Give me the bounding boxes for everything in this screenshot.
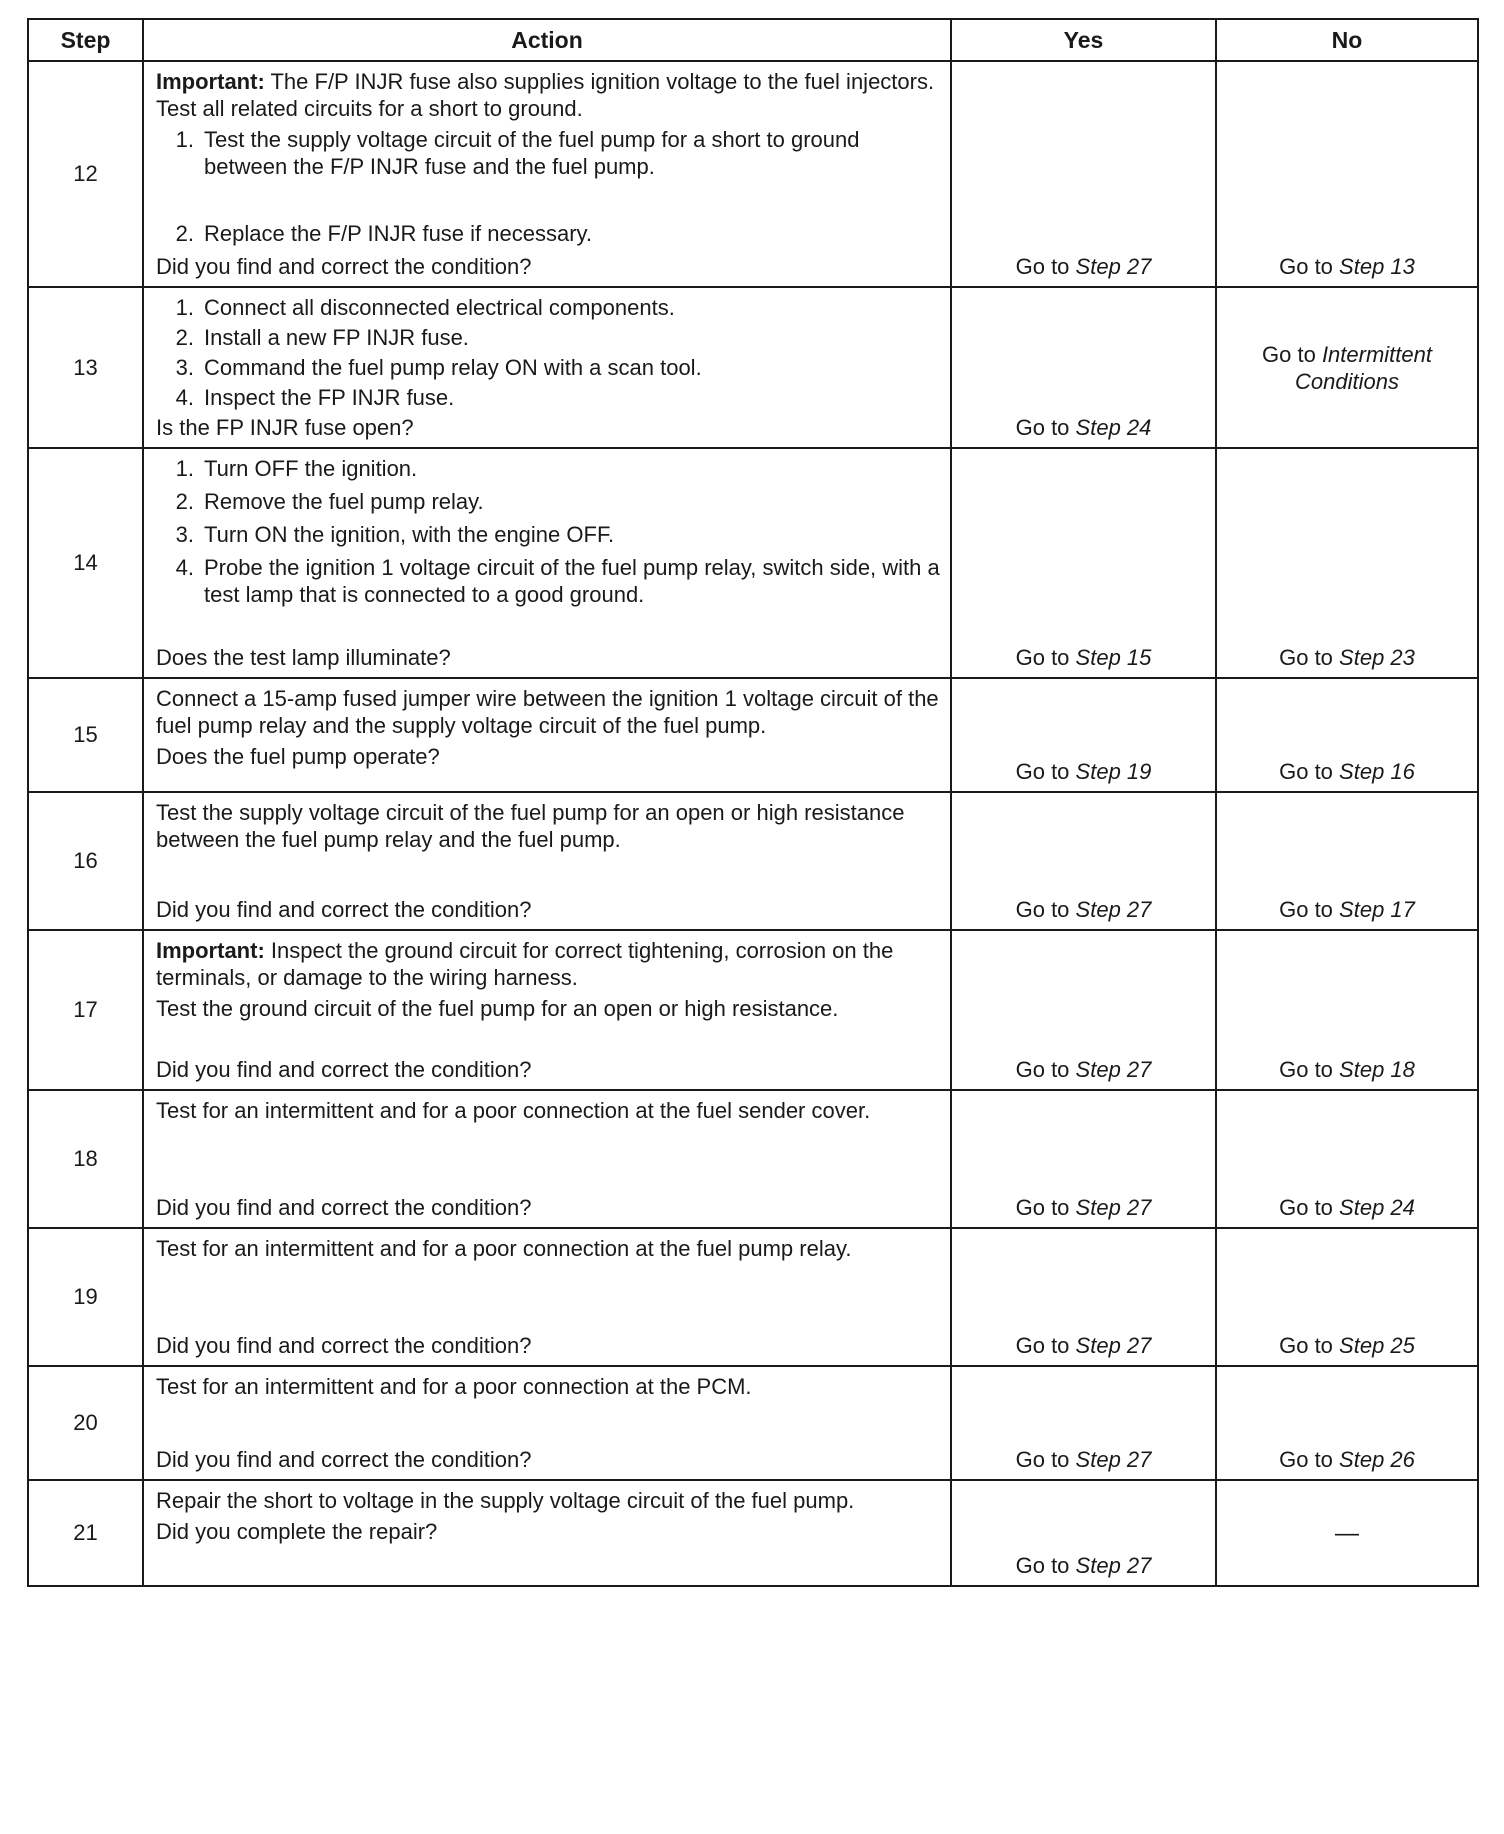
action-text: Test for an intermittent and for a poor connection at the fuel pump relay. xyxy=(156,1236,852,1261)
yes-cell: Go to Step 27 xyxy=(951,1366,1216,1480)
table-row xyxy=(28,1090,1478,1228)
yes-step-ref: Step 27 xyxy=(1075,897,1152,922)
question: Does the test lamp illuminate? xyxy=(156,645,451,670)
header-no: No xyxy=(1216,19,1478,61)
yes-step-ref: Step 24 xyxy=(1075,415,1152,440)
yes-cell: Go to Step 27 xyxy=(951,1480,1216,1586)
list-item: 3. Command the fuel pump relay ON with a scan tool. xyxy=(175,355,702,380)
yes-cell: Go to Step 24 xyxy=(951,287,1216,448)
important-label: Important: xyxy=(156,938,265,963)
no-cell: Go to Step 25 xyxy=(1216,1228,1478,1366)
no-step-ref: Step 23 xyxy=(1339,645,1415,670)
table-row xyxy=(28,792,1478,930)
yes-step-ref: Step 19 xyxy=(1075,759,1152,784)
question: Did you find and correct the condition? xyxy=(156,1447,532,1472)
question: Did you find and correct the condition? xyxy=(156,897,532,922)
yes-cell: Go to Step 27 xyxy=(951,1090,1216,1228)
action-cell xyxy=(143,1090,951,1228)
yes-cell: Go to Step 27 xyxy=(951,61,1216,287)
yes-step-ref: Step 27 xyxy=(1075,1553,1152,1578)
action-cell xyxy=(143,678,951,792)
step-number: 19 xyxy=(28,1228,143,1366)
step-number: 20 xyxy=(28,1366,143,1480)
important-label: Important: xyxy=(156,69,265,94)
question: Does the fuel pump operate? xyxy=(156,744,440,769)
important-note xyxy=(156,68,940,122)
list-item: 2. Install a new FP INJR fuse. xyxy=(175,325,469,350)
table-row xyxy=(28,930,1478,1090)
no-step-ref: Intermittent Conditions xyxy=(1295,341,1432,394)
no-cell: Go to Step 23 xyxy=(1216,448,1478,678)
list-item: 3. Turn ON the ignition, with the engine OFF. xyxy=(175,522,615,547)
yes-step-ref: Step 27 xyxy=(1075,1195,1152,1220)
table-row xyxy=(28,61,1478,287)
substep-list xyxy=(156,294,940,411)
action-cell xyxy=(143,1480,951,1586)
table-row xyxy=(28,1480,1478,1586)
no-step-ref: Step 18 xyxy=(1339,1057,1415,1082)
action-cell xyxy=(143,792,951,930)
important-note xyxy=(156,937,940,991)
list-item: 4. Inspect the FP INJR fuse. xyxy=(175,385,455,410)
action-cell xyxy=(143,287,951,448)
substep-list xyxy=(156,220,940,247)
no-step-ref: Step 25 xyxy=(1339,1333,1415,1358)
yes-cell: Go to Step 27 xyxy=(951,792,1216,930)
step-number: 17 xyxy=(28,930,143,1090)
yes-cell: Go to Step 15 xyxy=(951,448,1216,678)
no-dash: — xyxy=(1335,1519,1359,1547)
no-cell: Go to Step 24 xyxy=(1216,1090,1478,1228)
no-cell: Go to Step 18 xyxy=(1216,930,1478,1090)
question: Did you find and correct the condition? xyxy=(156,1333,532,1358)
action-text: Connect a 15-amp fused jumper wire between the ignition 1 voltage circuit of the fuel pump relay and the supply voltage circuit of the fuel pump. xyxy=(156,686,939,738)
header-step: Step xyxy=(28,19,143,61)
list-item: 1. Turn OFF the ignition. xyxy=(175,456,418,481)
action-text: Test for an intermittent and for a poor connection at the fuel sender cover. xyxy=(156,1098,871,1123)
action-cell xyxy=(143,1228,951,1366)
question: Did you complete the repair? xyxy=(156,1519,438,1544)
header-action: Action xyxy=(143,19,951,61)
no-cell: Go to Step 26 xyxy=(1216,1366,1478,1480)
no-cell xyxy=(1216,1480,1478,1586)
action-cell xyxy=(143,930,951,1090)
important-text: The F/P INJR fuse also supplies ignition voltage to the fuel injectors. Test all related circuits for a short to ground. xyxy=(156,69,935,121)
action-text: Repair the short to voltage in the supply voltage circuit of the fuel pump. xyxy=(156,1488,855,1513)
table-row xyxy=(28,448,1478,678)
yes-cell: Go to Step 19 xyxy=(951,678,1216,792)
step-number: 15 xyxy=(28,678,143,792)
no-step-ref: Step 26 xyxy=(1339,1447,1415,1472)
step-number: 16 xyxy=(28,792,143,930)
yes-step-ref: Step 27 xyxy=(1075,1447,1152,1472)
yes-step-ref: Step 27 xyxy=(1075,1057,1152,1082)
action-text: Test the ground circuit of the fuel pump for an open or high resistance. xyxy=(156,996,839,1021)
step-number: 18 xyxy=(28,1090,143,1228)
important-text: Inspect the ground circuit for correct tightening, corrosion on the terminals, or damage to the wiring harness. xyxy=(156,938,894,990)
no-step-ref: Step 24 xyxy=(1339,1195,1415,1220)
no-cell: Go to Intermittent Conditions xyxy=(1216,287,1478,448)
table-row xyxy=(28,1228,1478,1366)
substep-list xyxy=(156,455,940,614)
step-number: 21 xyxy=(28,1480,143,1586)
no-cell: Go to Step 13 xyxy=(1216,61,1478,287)
list-item: 1. Connect all disconnected electrical components. xyxy=(175,295,675,320)
yes-step-ref: Step 27 xyxy=(1075,1333,1152,1358)
question: Is the FP INJR fuse open? xyxy=(156,415,414,440)
no-step-ref: Step 16 xyxy=(1339,759,1415,784)
no-cell: Go to Step 17 xyxy=(1216,792,1478,930)
action-cell xyxy=(143,448,951,678)
substep-list xyxy=(156,126,940,180)
action-cell xyxy=(143,61,951,287)
step-number: 12 xyxy=(28,61,143,287)
yes-step-ref: Step 15 xyxy=(1075,645,1152,670)
list-item: 2. Remove the fuel pump relay. xyxy=(175,489,484,514)
table-row xyxy=(28,678,1478,792)
yes-cell: Go to Step 27 xyxy=(951,930,1216,1090)
question: Did you find and correct the condition? xyxy=(156,1195,532,1220)
yes-cell: Go to Step 27 xyxy=(951,1228,1216,1366)
action-cell xyxy=(143,1366,951,1480)
step-number: 13 xyxy=(28,287,143,448)
list-item: 4. Probe the ignition 1 voltage circuit of the fuel pump relay, switch side, with a test lamp that is connected to a good ground. xyxy=(175,555,940,607)
diagnostic-table xyxy=(27,18,1479,1587)
list-item: 1. Test the supply voltage circuit of the fuel pump for a short to ground between the F/P INJR fuse and the fuel pump. xyxy=(175,127,860,179)
question: Did you find and correct the condition? xyxy=(156,254,532,279)
header-row xyxy=(28,19,1478,61)
no-step-ref: Step 17 xyxy=(1339,897,1415,922)
step-number: 14 xyxy=(28,448,143,678)
action-text: Test the supply voltage circuit of the fuel pump for an open or high resistance between the fuel pump relay and the fuel pump. xyxy=(156,800,905,852)
action-text: Test for an intermittent and for a poor connection at the PCM. xyxy=(156,1374,752,1399)
no-step-ref: Step 13 xyxy=(1339,254,1415,279)
no-cell: Go to Step 16 xyxy=(1216,678,1478,792)
yes-step-ref: Step 27 xyxy=(1075,254,1152,279)
list-item: 2. Replace the F/P INJR fuse if necessary. xyxy=(175,221,593,246)
table-row xyxy=(28,1366,1478,1480)
table-row xyxy=(28,287,1478,448)
question: Did you find and correct the condition? xyxy=(156,1057,532,1082)
header-yes: Yes xyxy=(951,19,1216,61)
